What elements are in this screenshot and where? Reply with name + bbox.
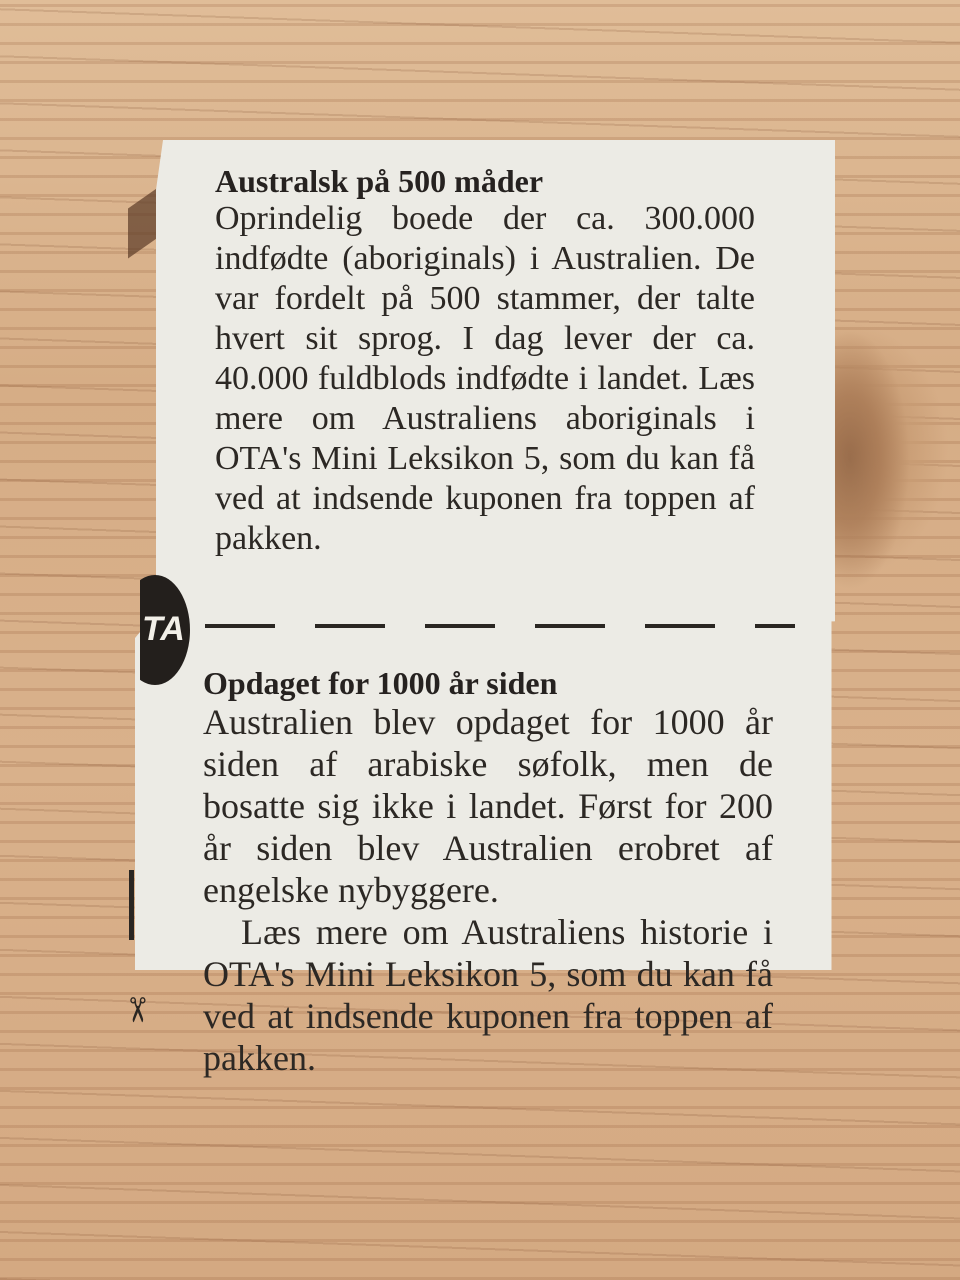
- cut-line: [205, 624, 795, 628]
- card-notch: [128, 187, 158, 258]
- scissors-icon: ✂: [116, 995, 157, 1025]
- section-heading: Opdaget for 1000 år siden: [203, 665, 558, 701]
- edge-mark: [129, 870, 134, 940]
- section-aboriginals: [215, 163, 755, 559]
- ota-logo-text: TA: [142, 610, 185, 648]
- section-discovery: [203, 665, 773, 1079]
- section-heading: Australsk på 500 måder: [215, 163, 544, 199]
- section-paragraph: Australien blev opdaget for 1000 år siden af arabiske søfolk, men de bosatte sig ikke i landet. Først for 200 år siden blev Australien erobret af engelske nybyggere.: [203, 702, 773, 910]
- section-paragraph: Læs mere om Australiens historie i OTA's Mini Leksikon 5, som du kan få ved at indsende kuponen fra toppen af pakken.: [203, 912, 773, 1078]
- section-body: Oprindelig boede der ca. 300.000 indfødte (aboriginals) i Australien. De var fordelt på 500 stammer, der talte hvert sit sprog. I dag lever der ca. 40.000 fuldblods indfødte i landet. Læs mere om Australiens aboriginals i OTA's Mini Leksikon 5, som du kan få ved at indsende kuponen fra toppen af pakken.: [215, 200, 755, 557]
